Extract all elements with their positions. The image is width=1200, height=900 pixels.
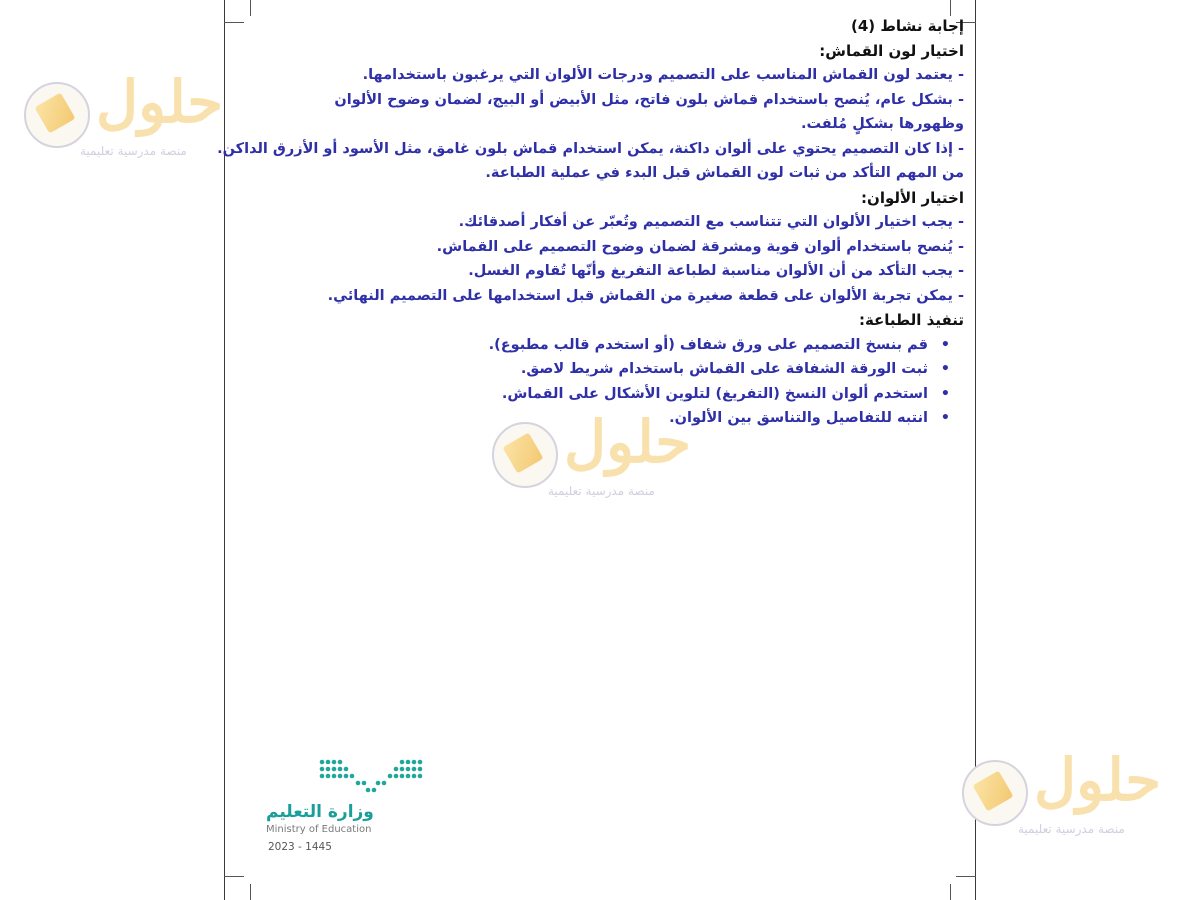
list-item (244, 382, 950, 407)
list-item-text: استخدم ألوان النسخ (التفريغ) لتلوين الأشكال على القماش. (501, 385, 928, 402)
crop-mark (224, 22, 244, 23)
crop-mark (250, 884, 251, 900)
list-item-text: ثبت الورقة الشفافة على القماش باستخدام شريط لاصق. (520, 361, 928, 377)
watermark-logo-text: حلول (564, 408, 692, 476)
bullet-icon: • (940, 385, 950, 402)
paragraph-line: من المهم التأكد من ثبات لون القماش قبل البدء في عملية الطباعة. (485, 165, 964, 181)
list-item (244, 333, 950, 358)
section-heading-printing: تنفيذ الطباعة: (858, 311, 964, 329)
section-heading-fabric-color: اختيار لون القماش: (819, 41, 964, 60)
watermark-logo (962, 746, 1182, 844)
answer-document (217, 14, 964, 431)
ministry-logo (266, 758, 436, 858)
watermark-tagline: منصة مدرسية تعليمية (80, 144, 187, 158)
watermark-tagline: منصة مدرسية تعليمية (548, 484, 655, 498)
list-item (244, 406, 950, 431)
paragraph-line: - يمكن تجربة الألوان على قطعة صغيرة من القماش قبل استخدامها على التصميم النهائي. (327, 287, 964, 304)
crop-mark (950, 884, 951, 900)
paragraph-line: - يجب اختيار الألوان التي تتناسب مع التصميم وتُعبّر عن أفكار أصدقائك. (458, 214, 964, 230)
list-item-text: انتبه للتفاصيل والتناسق بين الألوان. (669, 410, 928, 426)
paragraph-line: - يجب التأكد من أن الألوان مناسبة لطباعة التفريغ وأنّها تُقاوم الغسل. (468, 263, 964, 279)
bullet-icon: • (940, 410, 950, 426)
crop-mark (224, 876, 244, 877)
watermark-tagline: منصة مدرسية تعليمية (1018, 822, 1125, 836)
paragraph-line: - يُنصح باستخدام ألوان قوية ومشرقة لضمان وضوح التصميم على القماش. (436, 238, 964, 255)
watermark-logo-text: حلول (1034, 746, 1162, 814)
ministry-name-arabic: وزارة التعليم (266, 802, 374, 822)
bullet-icon: • (940, 336, 950, 353)
book-emblem-icon (24, 82, 90, 148)
watermark-logo-text: حلول (96, 68, 224, 136)
book-emblem-icon (962, 760, 1028, 826)
watermark-logo (24, 68, 244, 166)
activity-title: إجابة نشاط (4) (850, 17, 964, 35)
ministry-dots-emblem-icon (318, 758, 424, 794)
paragraph-line: - بشكل عام، يُنصح باستخدام قماش بلون فاتح، مثل الأبيض أو البيج، لضمان وضوح الألوان وظهورها بشكلٍ مُلفت. (334, 91, 964, 132)
ministry-name-english: Ministry of Education (266, 824, 372, 835)
paragraph-line: - إذا كان التصميم يحتوي على ألوان داكنة، يمكن استخدام قماش بلون غامق، مثل الأسود أو الأزرق الداكن. (217, 140, 964, 157)
paragraph-line: - يعتمد لون القماش المناسب على التصميم ودرجات الألوان التي يرغبون باستخدامها. (362, 67, 964, 83)
bullet-icon: • (940, 361, 950, 377)
ministry-year: 2023 - 1445 (268, 841, 332, 853)
book-emblem-icon (492, 422, 558, 488)
section-heading-colors: اختيار الألوان: (861, 188, 964, 207)
list-item-text: قم بنسخ التصميم على ورق شفاف (أو استخدم قالب مطبوع). (488, 336, 928, 353)
list-item (244, 357, 950, 382)
printing-steps-list (244, 333, 964, 431)
crop-mark (956, 876, 976, 877)
